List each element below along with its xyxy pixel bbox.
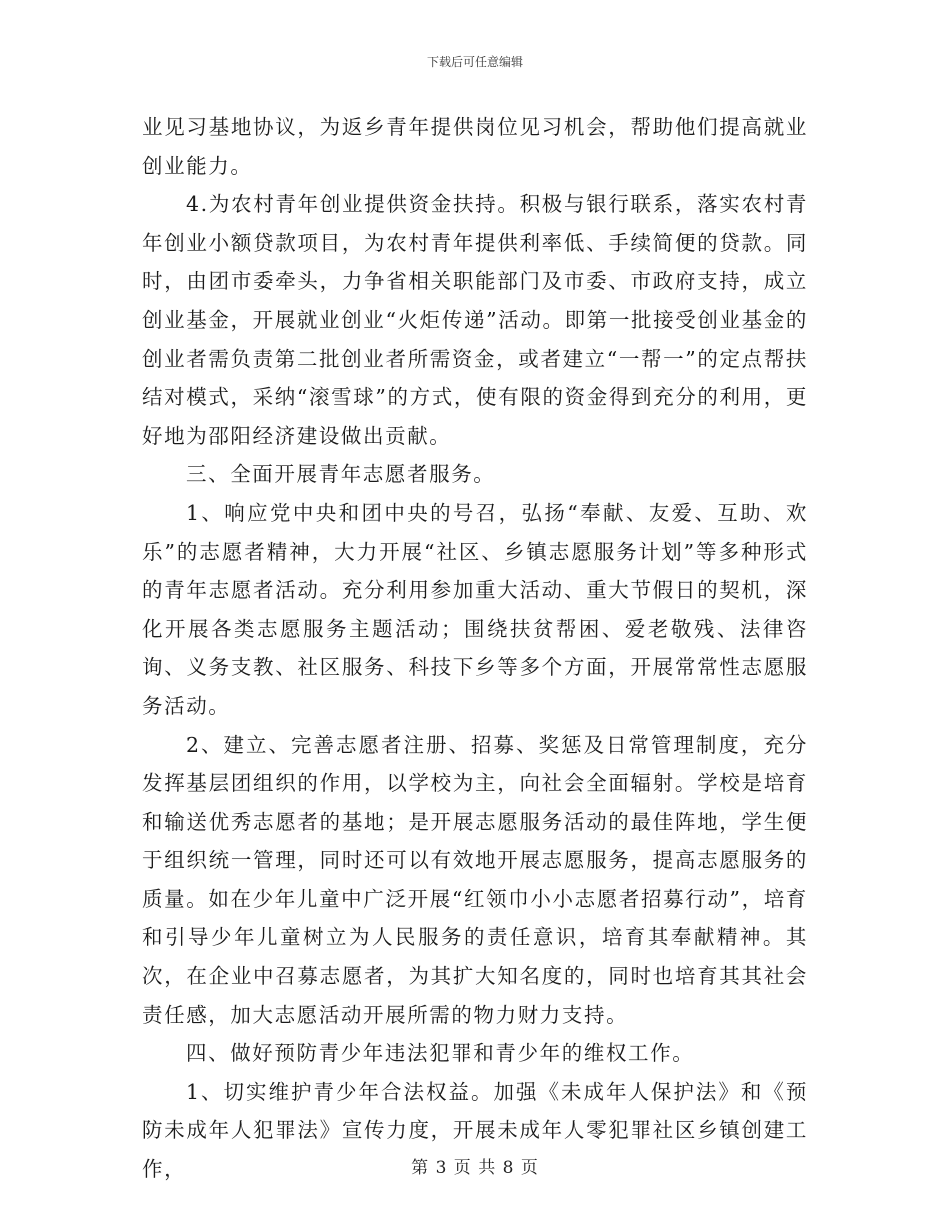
paragraph: 业见习基地协议，为返乡青年提供岗位见习机会，帮助他们提高就业创业能力。 xyxy=(142,115,808,178)
paragraph: 4.为农村青年创业提供资金扶持。积极与银行联系，落实农村青年创业小额贷款项目，为农村青年提供利率低、手续简便的贷款。同时，由团市委牵头，力争省相关职能部门及市委、市政府支持，成立创业基金，开展就业创业“火炬传递”活动。即第一批接受创业基金的创业者需负责第二批创业者所需资金，或者建立“一帮一”的定点帮扶结对模式，采纳“滚雪球”的方式，使有限的资金得到充分的利用，更好地为邵阳经济建设做出贡献。 xyxy=(142,192,808,448)
page-footer xyxy=(0,1157,950,1179)
page-footer-middle: 页 共 xyxy=(453,1158,497,1178)
paragraph: 1、响应党中央和团中央的号召，弘扬“奉献、友爱、互助、欢乐”的志愿者精神，大力开展“社区、乡镇志愿服务计划”等多种形式的青年志愿者活动。充分利用参加重大活动、重大节假日的契机，深化开展各类志愿服务主题活动；围绕扶贫帮困、爱老敬残、法律咨询、义务支教、社区服务、科技下乡等多个方面，开展常常性志愿服务活动。 xyxy=(142,500,808,718)
section-heading: 四、做好预防青少年违法犯罪和青少年的维权工作。 xyxy=(186,1041,695,1066)
document-body xyxy=(142,108,808,1189)
page-header: 下载后可任意编辑 xyxy=(426,55,523,69)
page-footer-suffix: 页 xyxy=(520,1158,539,1178)
page-number: 3 xyxy=(435,1158,448,1178)
paragraph: 2、建立、完善志愿者注册、招募、奖惩及日常管理制度，充分发挥基层团组织的作用，以学校为主，向社会全面辐射。学校是培育和输送优秀志愿者的基地；是开展志愿服务活动的最佳阵地，学生便于组织统一管理，同时还可以有效地开展志愿服务，提高志愿服务的质量。如在少年儿童中广泛开展“红领巾小小志愿者招募行动”，培育和引导少年儿童树立为人民服务的责任意识，培育其奉献精神。其次，在企业中召募志愿者，为其扩大知名度的，同时也培育其其社会责任感，加大志愿活动开展所需的物力财力支持。 xyxy=(142,732,808,1027)
section-heading: 三、全面开展青年志愿者服务。 xyxy=(186,462,496,487)
paragraph: 1、切实维护青少年合法权益。加强《未成年人保护法》和《预防未成年人犯罪法》宣传力度，开展未成年人零犯罪社区乡镇创建工作， xyxy=(142,1079,808,1182)
page-total: 8 xyxy=(502,1158,515,1178)
page-footer-prefix: 第 xyxy=(411,1158,430,1178)
